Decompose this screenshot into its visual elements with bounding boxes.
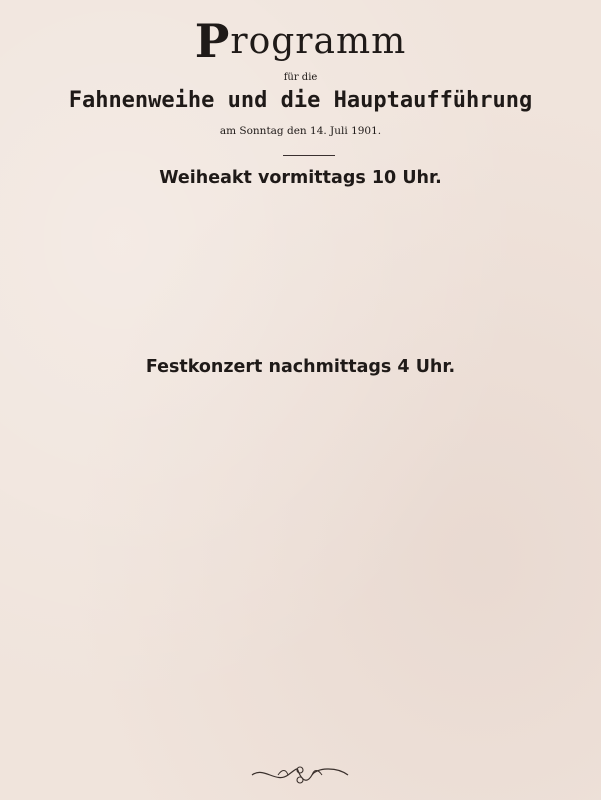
event-date: am Sonntag den 14. Juli 1901. bbox=[219, 125, 382, 137]
title-rest: rogramm bbox=[230, 21, 407, 62]
section-heading-festkonzert: Festkonzert nachmittags 4 Uhr. bbox=[145, 357, 456, 377]
event-subtitle: Fahnenweihe und die Hauptaufführung bbox=[68, 88, 533, 113]
page-title bbox=[0, 14, 601, 68]
section-heading-weiheakt: Weiheakt vormittags 10 Uhr. bbox=[159, 168, 442, 188]
ornament-icon bbox=[248, 760, 352, 790]
divider bbox=[283, 155, 335, 156]
fuer-line: für die bbox=[283, 72, 318, 83]
title-initial: P bbox=[194, 14, 231, 68]
